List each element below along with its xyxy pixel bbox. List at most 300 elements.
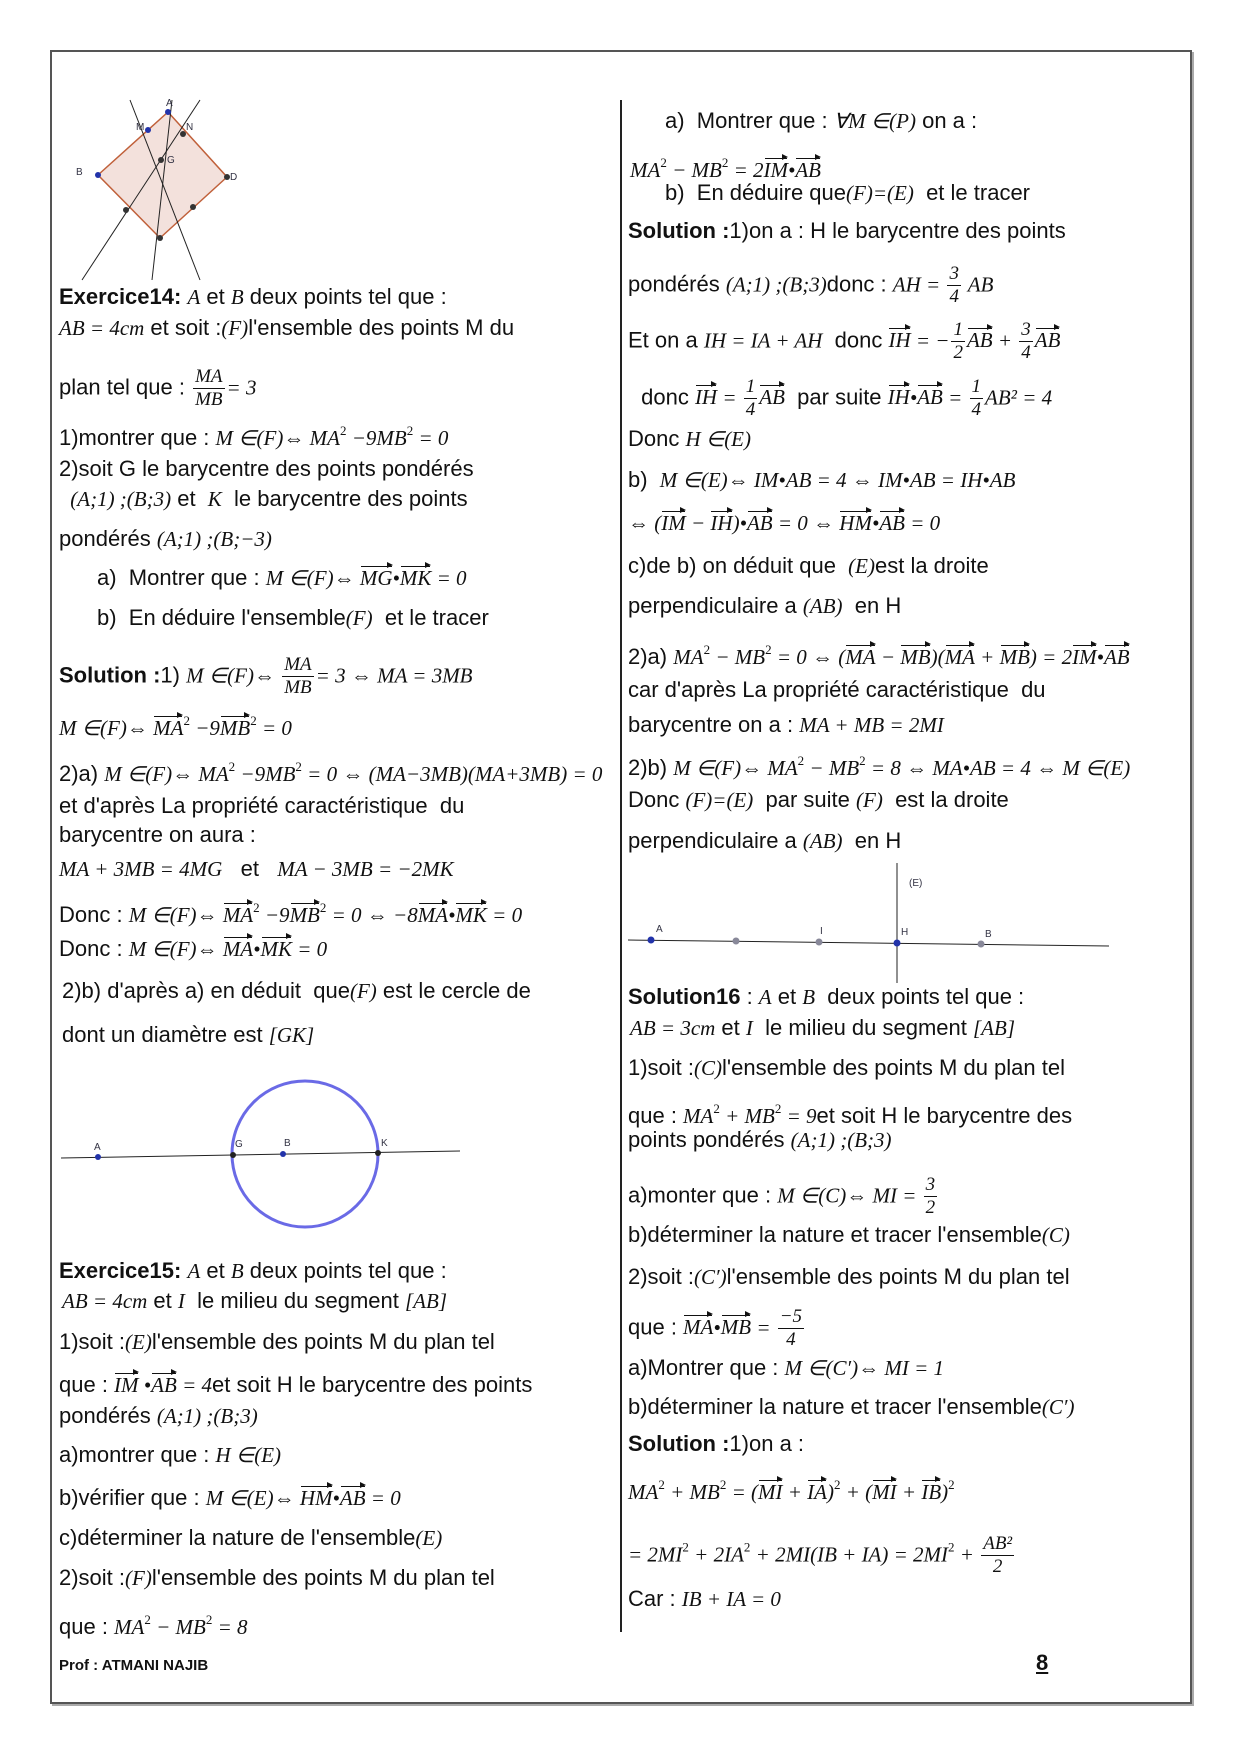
vector: MK (260, 937, 292, 961)
text-line (628, 1586, 781, 1612)
math-expression: (E) (415, 1526, 443, 1550)
text-line (628, 263, 993, 308)
math-expression: + 2MI(IB + IA) = 2MI (750, 1542, 949, 1567)
point (733, 938, 740, 945)
text-line (665, 108, 977, 134)
superscript: 2 (682, 1539, 689, 1555)
math-expression: • (909, 385, 918, 410)
fraction-denominator: 4 (1021, 342, 1031, 363)
math-expression: + MB (664, 1480, 720, 1504)
point-m (145, 127, 151, 133)
fraction-numerator: AB² (983, 1533, 1013, 1554)
text-line (59, 418, 448, 451)
fraction-numerator: 1 (971, 376, 982, 397)
math-expression: + (782, 1480, 808, 1504)
math-expression: I (177, 1289, 185, 1313)
vector: MA (845, 645, 876, 669)
math-expression: (A;1) ;(B;3) (65, 487, 172, 511)
text-run: que : (59, 1372, 115, 1397)
vector: AB (966, 328, 993, 353)
math-expression: IB + IA = 0 (681, 1587, 781, 1611)
text-run: et d'après La propriété caractéristique du (59, 793, 465, 818)
math-expression: (F) (345, 606, 373, 630)
vector: AB (1034, 328, 1061, 353)
math-expression: M ∈(E)⇔ IM•AB = 4 ⇔ IM•AB = IH•AB (659, 468, 1016, 492)
bold-heading: Exercice15: (59, 1258, 188, 1283)
label-h: H (901, 927, 909, 938)
math-expression: MA (683, 1104, 714, 1128)
vector: IH (694, 385, 718, 410)
math-expression: • (138, 1373, 152, 1397)
text-run: b) (628, 467, 660, 492)
vector: IM (661, 511, 686, 535)
math-expression: −9 (259, 903, 290, 927)
math-expression: + (992, 328, 1018, 353)
math-expression: + (896, 1480, 922, 1504)
text-line (630, 1015, 1015, 1041)
vector: MA (944, 645, 975, 669)
math-expression: ∀M ∈(P) (833, 109, 916, 133)
text-line (628, 1394, 1074, 1420)
superscript: 2 (743, 1539, 751, 1555)
text-run: Donc : (59, 902, 129, 927)
page-number: 8 (1036, 1650, 1049, 1675)
text-line (628, 1472, 955, 1505)
bold-heading: Exercice14: (59, 284, 188, 309)
fraction (951, 319, 965, 364)
vector: IB (921, 1480, 942, 1504)
text-line (59, 754, 602, 787)
math-expression: B (230, 285, 244, 309)
text-run: 1)soit : (628, 1055, 695, 1080)
math-expression: = 0 (365, 1486, 401, 1510)
fraction (193, 366, 224, 411)
superscript: 2 (765, 642, 772, 657)
text-line (59, 856, 454, 882)
math-expression: = − (910, 328, 950, 353)
fraction-numerator: −5 (779, 1306, 803, 1327)
math-expression: = 4 (176, 1373, 212, 1397)
vector: HM (299, 1486, 333, 1510)
math-expression: I (745, 1016, 753, 1040)
vector: IH (710, 511, 733, 535)
text-run: deux points tel que : (815, 984, 1025, 1009)
math-expression: M ∈(F)⇔ MA (215, 426, 340, 450)
math-expression: − (875, 645, 901, 669)
math-expression: = 9 (781, 1104, 817, 1128)
fraction-numerator: 3 (949, 263, 959, 284)
math-expression: = 0 ⇔ ( (771, 645, 846, 669)
bold-heading: Solution : (628, 218, 730, 243)
fraction-denominator: 4 (745, 399, 756, 420)
vector: AB (746, 511, 773, 535)
vector: AB (879, 511, 905, 535)
text-run: par suite (784, 384, 888, 410)
text-run: Donc (628, 787, 686, 812)
text-run: perpendiculaire a (628, 593, 803, 618)
point-i (816, 939, 823, 946)
text-run: 2)a) (628, 644, 674, 669)
math-expression: AH = (892, 272, 946, 297)
math-expression: K (207, 487, 222, 511)
label-d: D (230, 172, 238, 183)
text-line (62, 978, 531, 1004)
text-run: Donc (628, 426, 686, 451)
math-expression: M ∈(F)⇔ MA (673, 756, 798, 780)
superscript: 2 (774, 1101, 782, 1116)
text-run: deux points tel que : (243, 284, 447, 309)
math-expression: AB² = 4 (985, 385, 1053, 410)
point (123, 207, 129, 213)
math-expression: = 0 ⇔ (772, 511, 840, 535)
line-figure (628, 863, 1109, 983)
fraction-denominator: MB (195, 389, 223, 410)
math-expression: = 0 (256, 716, 292, 740)
text-run: b)déterminer la nature et tracer l'ensemble (628, 1222, 1042, 1247)
math-expression: (C′) (694, 1265, 727, 1289)
text-run: le milieu du segment (184, 1288, 405, 1313)
superscript: 2 (719, 1477, 727, 1492)
label-b: B (985, 929, 992, 940)
text-line (59, 654, 473, 699)
point (190, 204, 196, 210)
text-line (97, 605, 489, 631)
math-expression: • (448, 903, 456, 927)
text-line (665, 180, 1030, 206)
text-line (628, 319, 1060, 364)
text-run: 1) (160, 662, 187, 688)
superscript: 2 (319, 900, 327, 915)
point-a (165, 109, 171, 115)
superscript: 2 (250, 713, 257, 728)
point-a (95, 1154, 101, 1160)
math-expression: = 2MI (628, 1542, 683, 1567)
text-run: a) Montrer que : (97, 565, 266, 590)
superscript: 2 (228, 759, 236, 774)
math-expression: = 8 ⇔ MA•AB = 4 ⇔ M ∈(E) (865, 756, 1131, 780)
fraction-denominator: 4 (949, 286, 959, 307)
math-expression: = (717, 385, 742, 410)
fraction-numerator: MA (195, 366, 223, 387)
text-line (59, 1565, 495, 1591)
text-run: car d'après La propriété caractéristique du (628, 677, 1046, 702)
text-line (628, 1055, 1065, 1081)
math-expression: MA (114, 1615, 145, 1639)
text-run: est la droite (874, 553, 989, 578)
vector: MB (900, 645, 931, 669)
text-run: barycentre on a : (628, 712, 800, 737)
math-expression: M ∈(E)⇔ (205, 1486, 300, 1510)
math-expression: • (713, 1315, 721, 1340)
superscript: 2 (834, 1477, 841, 1492)
text-line (628, 1533, 1016, 1578)
text-line (59, 793, 464, 819)
math-expression: (F) (856, 788, 883, 812)
point-b (978, 941, 985, 948)
point-g (158, 157, 164, 163)
math-expression: MA − 3MB = −2MK (277, 857, 454, 881)
text-line (59, 315, 514, 341)
math-expression: (E) (848, 554, 875, 578)
math-expression: • (871, 511, 880, 535)
math-expression: = 0 (431, 566, 467, 590)
fraction-denominator: 2 (925, 1197, 936, 1218)
vector: MA (222, 937, 254, 961)
text-run: pondérés (59, 526, 157, 551)
text-run: que : (59, 1614, 115, 1639)
point-h (894, 940, 901, 947)
superscript: 2 (406, 423, 414, 438)
math-expression: )( (930, 645, 945, 669)
author-footer: Prof : ATMANI NAJIB (59, 1657, 209, 1674)
superscript: 2 (253, 900, 260, 915)
text-run: b)vérifier que : (59, 1485, 206, 1510)
label-a: A (94, 1142, 101, 1153)
text-run: et le tracer (913, 180, 1030, 205)
math-expression: )• (732, 511, 747, 535)
math-expression: (AB) (802, 594, 843, 618)
fraction-denominator: 2 (992, 1556, 1003, 1577)
text-run: donc (635, 384, 695, 410)
math-expression: M ∈(F)⇔ (186, 663, 281, 688)
text-run: 2)soit : (628, 1264, 695, 1289)
fraction (924, 1174, 938, 1219)
math-expression: IH = IA + AH (703, 328, 823, 353)
math-expression: M ∈(F)⇔ (128, 937, 223, 961)
math-expression: [AB] (405, 1289, 447, 1313)
text-run: on a : (915, 108, 978, 133)
text-run: et (715, 1015, 746, 1040)
math-expression: B (802, 985, 816, 1009)
fraction-denominator: 4 (786, 1329, 796, 1350)
text-run: 2)soit G le barycentre des points pondérés (59, 456, 474, 481)
text-line (59, 526, 272, 552)
text-run: 1)on a : (729, 1431, 805, 1456)
math-expression: (F)=(E) (685, 788, 754, 812)
math-expression: AB = 3cm (630, 1016, 716, 1040)
text-run: b) En déduire l'ensemble (97, 605, 346, 630)
vector: MA (683, 1315, 714, 1340)
text-run: points pondérés (628, 1127, 791, 1152)
text-run: 1)soit : (59, 1329, 126, 1354)
text-line (59, 936, 327, 962)
superscript: 2 (859, 753, 866, 768)
text-run: et (171, 486, 208, 511)
fraction-denominator: MB (284, 677, 312, 698)
superscript: 2 (948, 1539, 955, 1555)
math-expression: ) (941, 1480, 949, 1504)
text-line (630, 150, 821, 183)
text-run: que : (628, 1103, 684, 1128)
superscript: 2 (183, 713, 190, 728)
math-expression: A (758, 985, 772, 1009)
fraction (970, 376, 984, 421)
text-run: 2)a) (59, 761, 105, 786)
math-expression: • (253, 937, 261, 961)
math-expression: = 3 ⇔ MA = 3MB (315, 663, 473, 688)
text-line (628, 677, 1046, 703)
math-expression: MA (673, 645, 704, 669)
fraction (1019, 319, 1033, 364)
superscript: 2 (713, 1101, 720, 1116)
text-run: et soit : (144, 315, 222, 340)
superscript: 2 (339, 423, 347, 438)
math-expression: = 8 (212, 1615, 248, 1639)
vector: IH (887, 385, 910, 410)
math-expression: (F)=(E) (846, 181, 914, 205)
text-line (59, 366, 256, 411)
text-run: plan tel que : (59, 374, 192, 400)
text-run: donc (822, 327, 889, 353)
vector: IA (807, 1480, 827, 1504)
text-run: en H (842, 593, 902, 618)
text-line (59, 1485, 401, 1511)
fraction (282, 654, 313, 699)
text-run: l'ensemble des points M du plan tel (726, 1264, 1070, 1289)
bold-heading: Solution : (628, 1431, 730, 1456)
math-expression: H ∈(E) (685, 427, 752, 451)
text-run: l'ensemble des points M du plan tel (722, 1055, 1065, 1080)
math-expression: + (974, 645, 1000, 669)
math-expression: A (187, 285, 201, 309)
text-run: 2)soit : (59, 1565, 126, 1590)
vector: IM (763, 158, 788, 182)
fraction (744, 376, 758, 421)
text-line (59, 1607, 248, 1640)
text-run: a) Montrer que : (665, 108, 834, 133)
text-run: et (771, 984, 803, 1009)
text-line (628, 510, 940, 536)
vector: MB (999, 645, 1030, 669)
rhombus-figure (76, 98, 237, 280)
math-expression: (F) (125, 1566, 152, 1590)
point-a (648, 937, 655, 944)
text-line (59, 1442, 281, 1468)
text-run: : (740, 984, 759, 1009)
math-expression: M ∈(F)⇔ (59, 716, 154, 740)
vector: MB (289, 903, 320, 927)
math-expression: + (954, 1542, 980, 1567)
fraction-numerator: 1 (953, 319, 963, 340)
vector: AB (151, 1373, 177, 1397)
math-expression: (C) (1041, 1223, 1070, 1247)
math-expression: = 0 (413, 426, 449, 450)
text-run: donc : (826, 271, 893, 297)
fraction-denominator: 2 (953, 342, 963, 363)
vector: MK (399, 566, 432, 590)
vector: MA (222, 903, 254, 927)
math-expression: MA (628, 1480, 659, 1504)
math-expression: (A;1) ;(B;3) (790, 1128, 892, 1152)
vector: MI (872, 1480, 897, 1504)
rhombus-shape (98, 112, 227, 238)
text-run: 2)b) d'après a) en déduit que (62, 978, 350, 1003)
text-run: et le tracer (372, 605, 489, 630)
math-expression: + ( (840, 1480, 873, 1504)
vector: AB (1103, 645, 1130, 669)
math-expression: (F) (221, 316, 249, 340)
fraction (947, 263, 961, 308)
math-expression: (C) (694, 1056, 723, 1080)
text-line (628, 1222, 1070, 1248)
text-line (628, 637, 1130, 670)
text-run: par suite (753, 787, 857, 812)
label-a: A (166, 98, 173, 109)
vector: HM (839, 511, 872, 535)
vector: IM (1072, 645, 1097, 669)
math-expression: ⇔ ( (628, 511, 662, 535)
vector: AB (339, 1486, 366, 1510)
text-line (628, 748, 1130, 781)
text-run: deux points tel que : (243, 1258, 447, 1283)
bold-heading: Solution : (59, 662, 161, 688)
math-expression: (A;1) ;(B;3) (156, 1404, 258, 1428)
label-b: B (76, 167, 83, 178)
fraction (981, 1533, 1014, 1578)
text-run: a)monter que : (628, 1182, 778, 1208)
math-expression: −9MB (346, 426, 407, 450)
text-run: en H (842, 828, 902, 853)
text-run: b) En déduire que (665, 180, 847, 205)
text-run: Et on a (628, 327, 704, 353)
text-line (628, 218, 1066, 244)
text-line (59, 822, 256, 848)
math-expression: M ∈(C)⇔ MI = (777, 1183, 922, 1208)
math-expression: − MB (804, 756, 860, 780)
math-expression: • (392, 566, 400, 590)
text-line (59, 895, 522, 928)
math-expression: −9MB (235, 762, 296, 786)
label-k: K (381, 1138, 388, 1149)
text-line (628, 984, 1024, 1010)
fraction-numerator: MA (284, 654, 312, 675)
label-g: G (167, 155, 175, 166)
math-expression: MA + MB = 2MI (799, 713, 944, 737)
text-line (628, 828, 901, 854)
text-line (628, 1096, 1072, 1129)
text-line (628, 1174, 939, 1219)
text-run: est le cercle de (376, 978, 531, 1003)
fraction (778, 1306, 804, 1351)
superscript: 2 (721, 155, 729, 170)
math-expression: A (187, 1259, 201, 1283)
text-run: c)déterminer la nature de l'ensemble (59, 1525, 416, 1550)
text-line (628, 553, 989, 579)
text-line (628, 426, 751, 452)
text-line (628, 1127, 892, 1153)
text-run: et (222, 856, 278, 881)
point (157, 235, 163, 241)
text-line (59, 1525, 442, 1551)
math-expression: = 0 (904, 511, 941, 535)
line-ab (61, 1151, 460, 1158)
text-run: et soit H le barycentre des points (211, 1372, 533, 1397)
text-line (628, 593, 901, 619)
text-run: 1)on a : H le barycentre des points (729, 218, 1066, 243)
text-run: l'ensemble des points M du plan tel (151, 1565, 495, 1590)
text-line (628, 1264, 1070, 1290)
text-run: 2)b) (628, 755, 674, 780)
text-run: a)montrer que : (59, 1442, 216, 1467)
text-run: et soit H le barycentre des (816, 1103, 1073, 1128)
text-line (628, 467, 1015, 493)
math-expression: MA + 3MB = 4MG (59, 857, 223, 881)
math-expression: M ∈(F)⇔ (265, 566, 360, 590)
text-run: perpendiculaire a (628, 828, 803, 853)
vector: MI (758, 1480, 783, 1504)
math-expression: = 0 (292, 937, 328, 961)
vector: MK (455, 903, 487, 927)
